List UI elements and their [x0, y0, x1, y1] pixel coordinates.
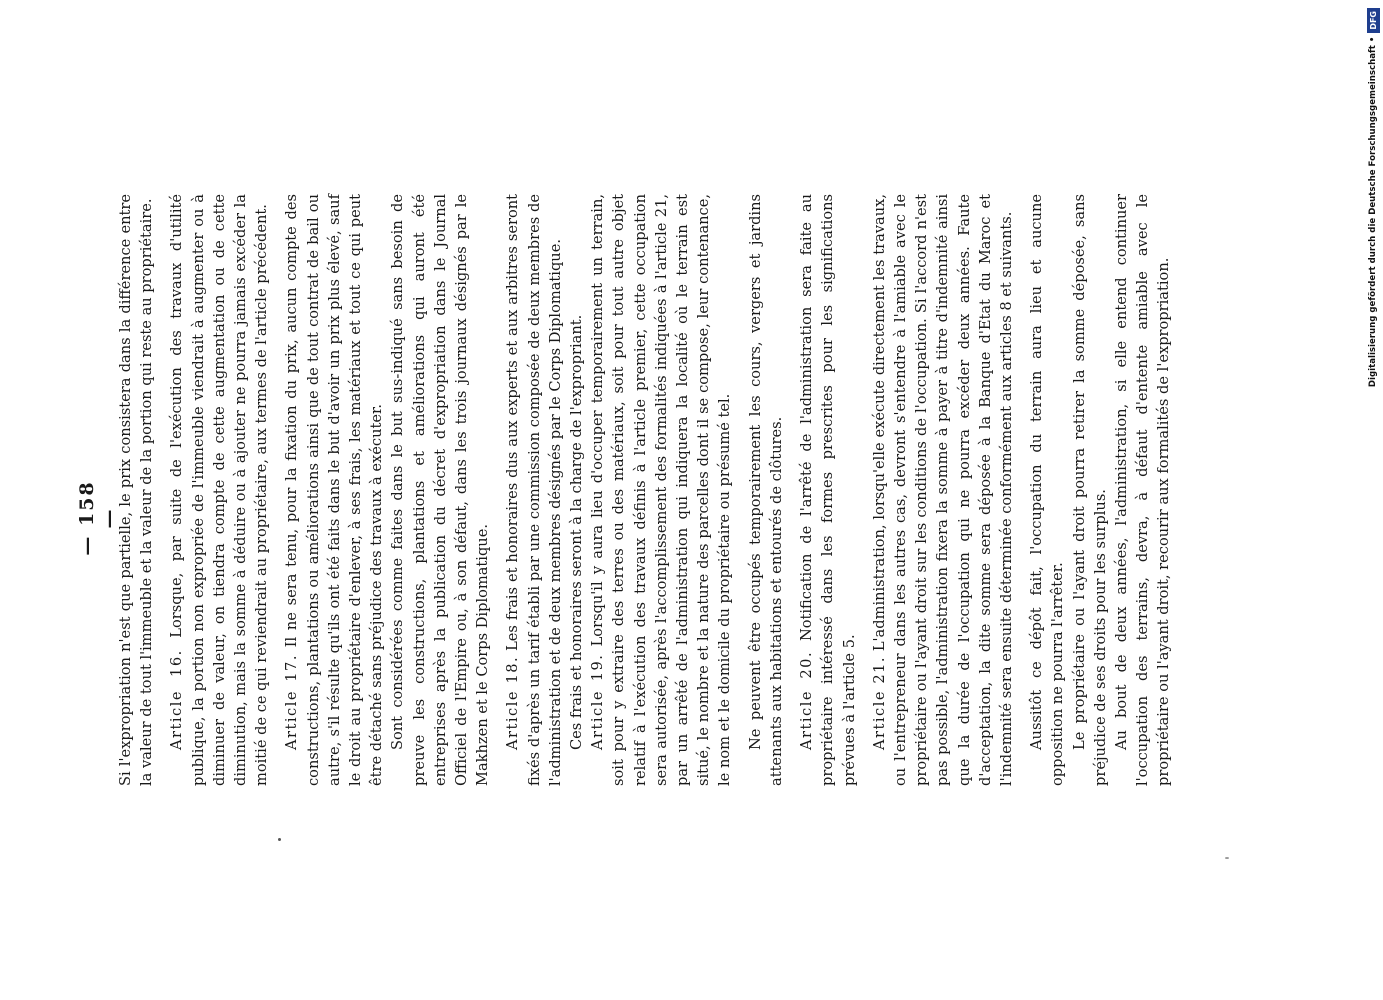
paragraph-text: Le propriétaire ou l'ayant droit pourra retirer la somme déposée, sans préjudice de ses droits pour les surplus.: [1070, 194, 1109, 786]
dfg-logo: DFG: [1367, 8, 1380, 33]
paragraph-text: Ces frais et honoraires seront à la charge de l'expropriant.: [568, 314, 586, 750]
paragraph: [1069, 194, 1111, 786]
article-21-paragraph: [869, 194, 1017, 786]
article-17-paragraph: [281, 194, 387, 786]
paragraph-text: Il ne sera tenu, pour la fixation du prix, aucun compte des constructions, plantations ou améliorations ainsi que de tout contrat de bail ou autre, s'il résulte qu'ils ont été faits dans le but d'avoir un prix plus élevé, sauf le droit au propriétaire d'enlever, à ses frais, les matériaux et tout ce qui peut être détaché sans préjudice des travaux à exécuter.: [283, 194, 386, 786]
article-label: Article 16.: [168, 649, 186, 750]
paragraph: [566, 194, 587, 786]
paragraph-text: Les frais et honoraires dus aux experts et aux arbitres seront fixés d'après un tarif établi par une commission composée de deux membres de l'administration et de deux membres désignés par le Corps Diplomatique.: [504, 194, 564, 786]
paragraph: [1111, 194, 1175, 786]
body-text: [115, 194, 1175, 786]
paragraph-text: Aussitôt ce dépôt fait, l'occupation du terrain aura lieu et aucune opposition ne pourra l'arrêter.: [1028, 194, 1067, 786]
article-16-paragraph: [166, 194, 272, 786]
paragraph-text: Sont considérées comme faites dans le but sus-indiqué sans besoin de preuve les constructions, plantations et améliorations qui auront été entreprises après la publication du décret d'expropriation dans le Journal Officiel de l'Empire ou, à son défaut, dans les trois journaux désignés par le Makhzen et le Corps Diplomatique.: [389, 194, 492, 786]
article-label: Article 19.: [589, 653, 607, 750]
paragraph-text: Notification de l'arrêté de l'administration sera faite au propriétaire intéressé dans les formes prescrites pour les significations prévues à l'article 5.: [798, 194, 858, 786]
paragraph-text: Lorsqu'il y aura lieu d'occuper temporairement un terrain, soit pour y extraire des terres ou des matériaux, soit pour tout autre objet relatif à l'exécution des travaux définis à l'article premier, cette occupation sera autorisée, après l'accomplissement des formalités indiquées à l'article 21, par un arrêté de l'administration qui indiquera la localité où le terrain est situé, le nombre et la nature des parcelles dont il se compose, leur contenance, le nom et le domicile du propriétaire ou présumé tel.: [589, 194, 734, 786]
article-19-paragraph: [587, 194, 735, 786]
credit-text: Digitalisierung gefördert durch die Deutsche Forschungsgemeinschaft •: [1368, 36, 1378, 388]
article-label: Article 18.: [504, 655, 522, 750]
paragraph-text: L'administration, lorsqu'elle exécute directement les travaux, ou l'entrepreneur dans les autres cas, devront s'entendre à l'amiable avec le propriétaire ou l'ayant droit sur les conditions de l'occupation. Si l'accord n'est pas possible, l'administration fixera la somme à payer à titre d'indemnité ainsi que la durée de l'occupation qui ne pourra excéder deux années. Faute d'acceptation, la dite somme sera déposée à la Banque d'Etat du Maroc et l'indemnité sera ensuite déterminée conformément aux articles 8 et suivants.: [870, 193, 1015, 786]
article-label: Article 17.: [283, 654, 301, 750]
paragraph-text: Au bout de deux années, l'administration, si elle entend continuer l'occupation des terrains, devra, à défaut d'entente amiable avec le propriétaire ou l'ayant droit, recourir aux formalités de l'expropriation.: [1112, 194, 1173, 786]
paragraph-text: Ne peuvent être occupés temporairement les cours, vergers et jardins attenants aux habitations et entourés de clôtures.: [746, 194, 785, 786]
scan-speck: [1225, 857, 1229, 859]
scan-speck: [278, 838, 281, 841]
digitization-credit: [1365, 8, 1381, 392]
article-18-paragraph: [502, 194, 566, 786]
paragraph: [387, 194, 493, 786]
paragraph-text: Si l'expropriation n'est que partielle, le prix consistera dans la différence entre la valeur de tout l'immeuble et la valeur de la portion qui reste au propriétaire.: [117, 194, 156, 786]
article-20-paragraph: [796, 194, 860, 786]
page-number: — 158 —: [76, 480, 120, 556]
paragraph: [1026, 194, 1068, 786]
paragraph-text: Lorsque, par suite de l'exécution des travaux d'utilité publique, la portion non expropriée de l'immeuble viendrait à augmenter ou à diminuer de valeur, on tiendra compte de cette augmentation ou de cette diminution, mais la somme à déduire ou à ajouter ne pourra jamais excéder la moitié de ce qui reviendrait au propriétaire, aux termes de l'article précédent.: [168, 193, 271, 786]
paragraph: [745, 194, 787, 786]
article-label: Article 21.: [870, 655, 888, 750]
paragraph: [115, 194, 157, 786]
article-label: Article 20.: [798, 650, 816, 750]
